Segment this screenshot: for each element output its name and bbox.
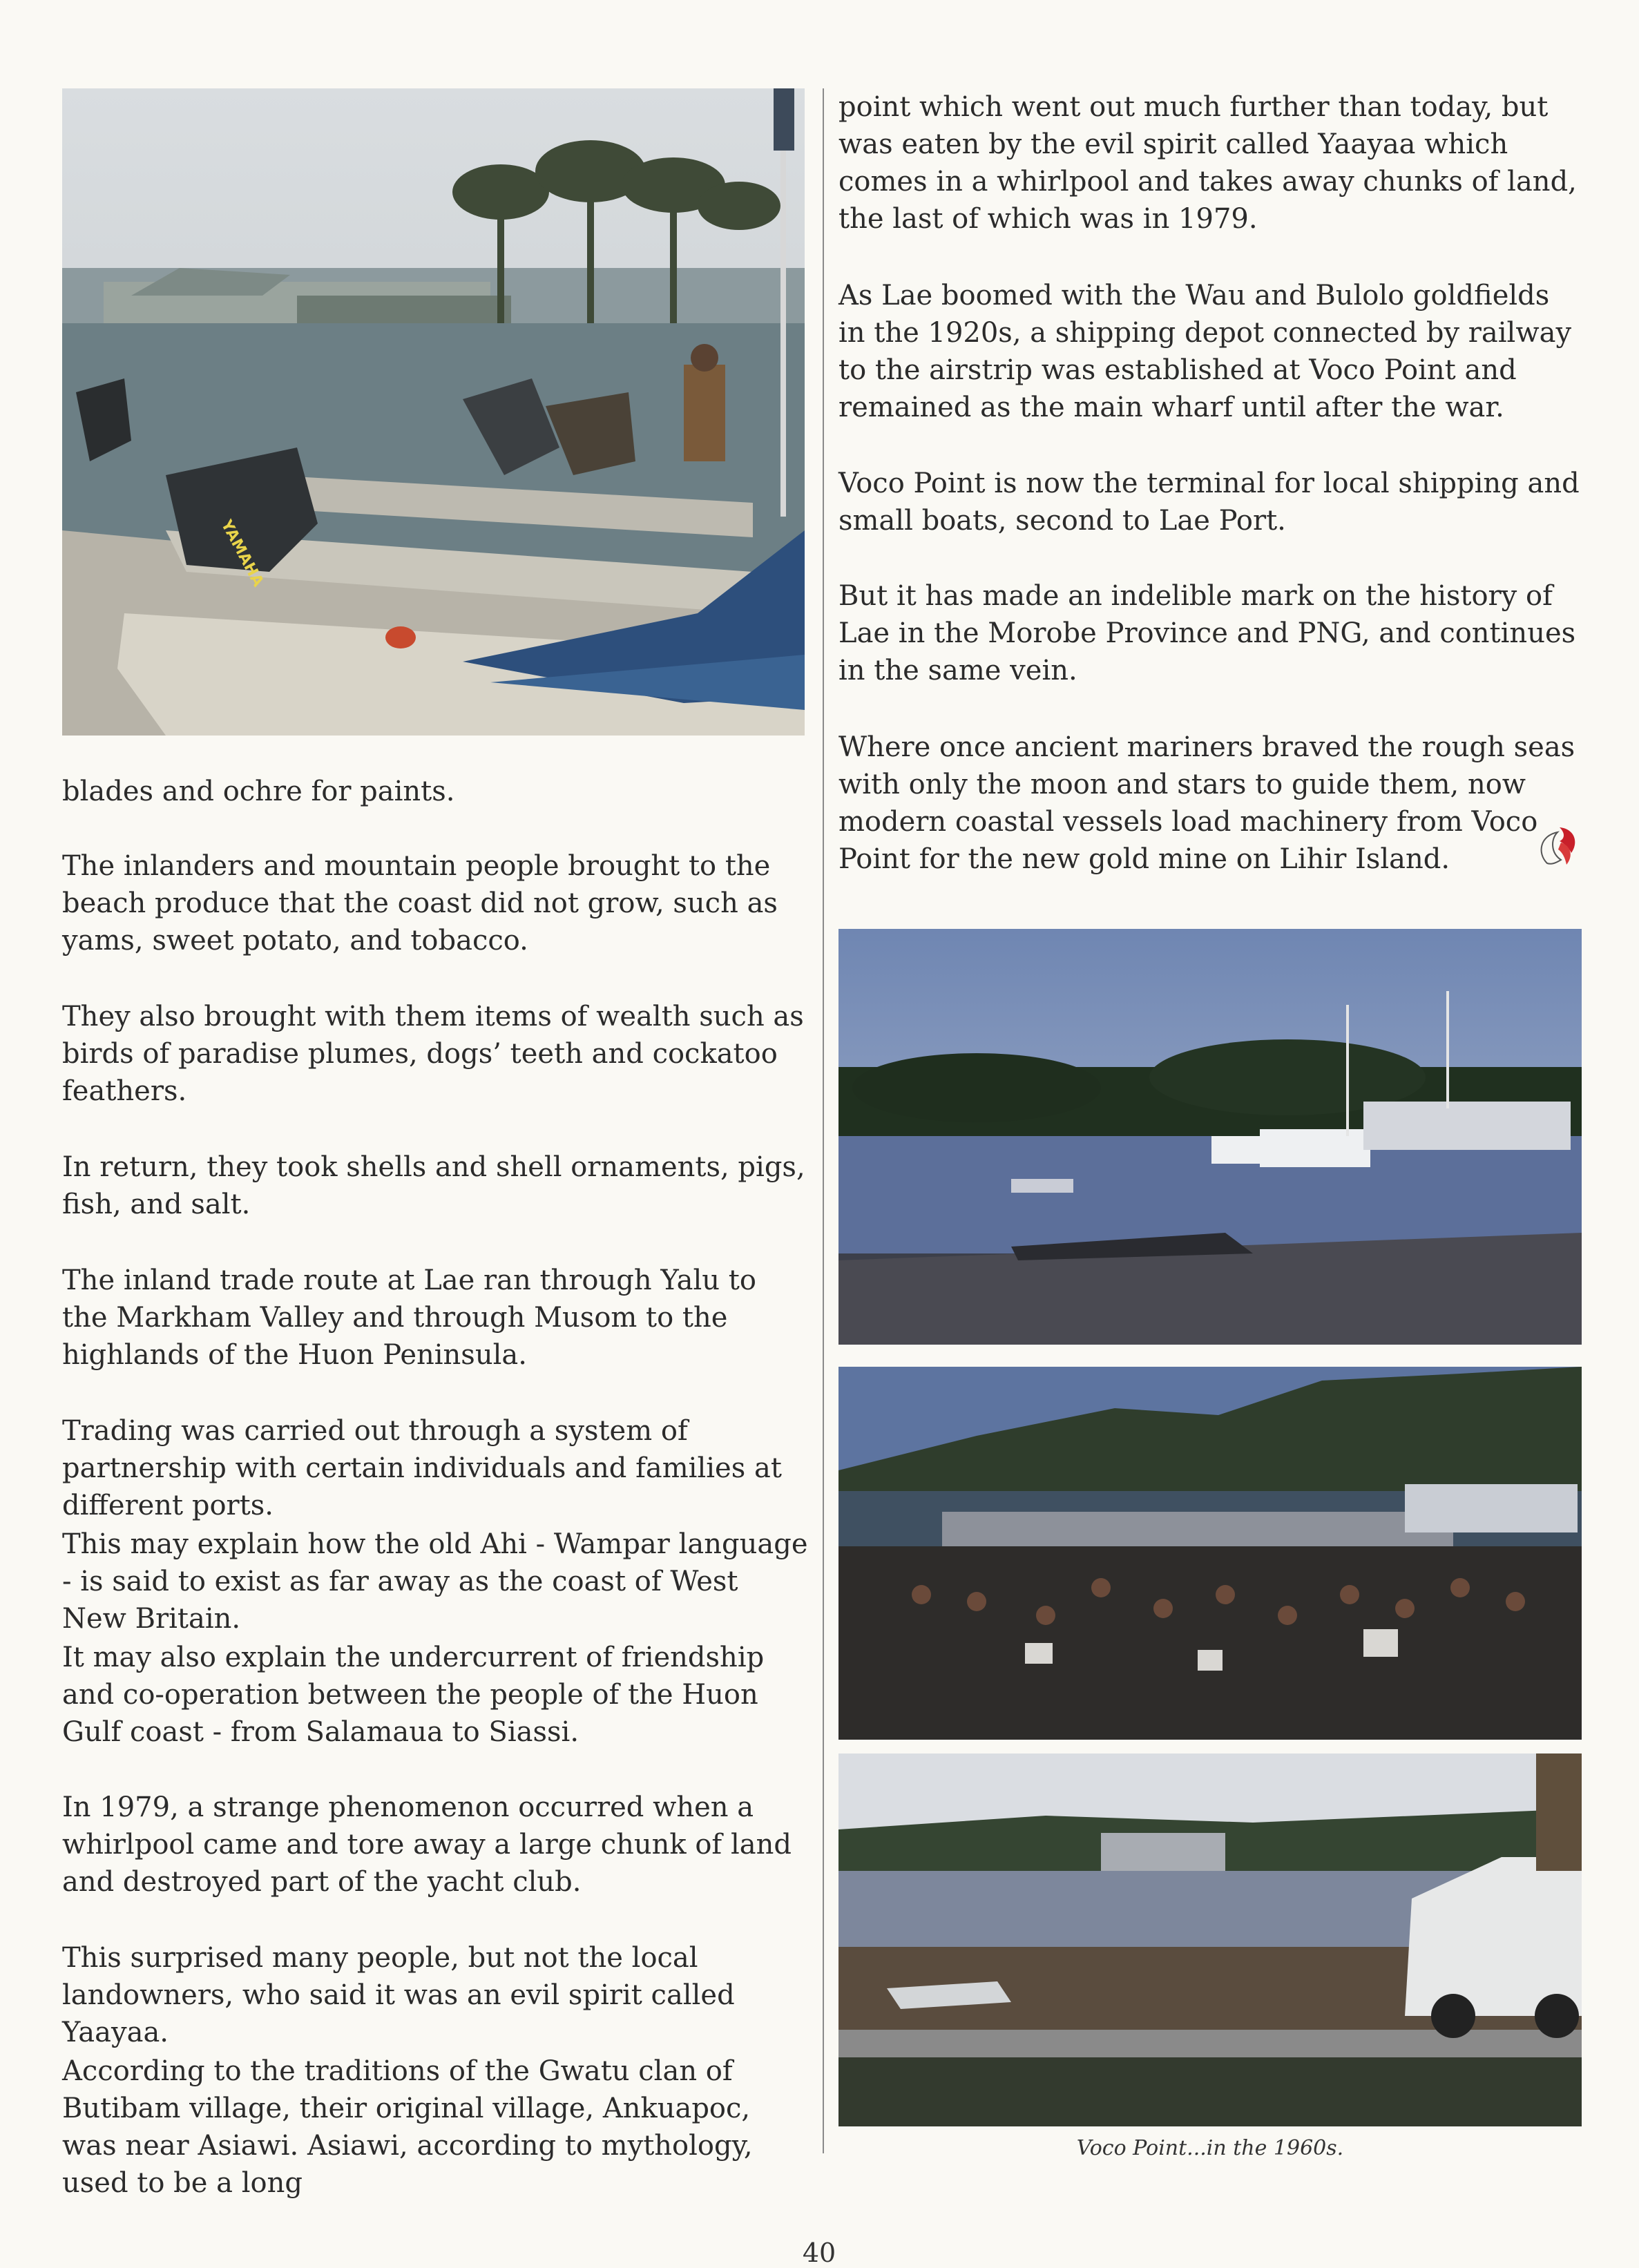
marina-boats-photo: [62, 88, 805, 736]
paragraph: It may also explain the undercurrent of friendship and co-operation between the people of the Huon Gulf coast - from Salamaua to Siassi.: [62, 1642, 765, 1748]
harbour-ships-photo: [838, 929, 1582, 1345]
paragraph: They also brought with them items of wealth such as birds of paradise plumes, dogs’ teeth and cockatoo feathers.: [62, 1001, 804, 1107]
bird-of-paradise-logo-icon: [1533, 822, 1582, 870]
paragraph: Trading was carried out through a system of partnership with certain individuals and families at different ports.: [62, 1415, 782, 1521]
paragraph: According to the traditions of the Gwatu clan of Butibam village, their original village, Ankuapoc, was near Asiawi. Asiawi, according to mythology, used to be a long: [62, 2055, 753, 2199]
beach-crowd-photo: [838, 1367, 1582, 1740]
voco-point-car-photo: [838, 1753, 1582, 2126]
paragraph: In return, they took shells and shell ornaments, pigs, fish, and salt.: [62, 1151, 805, 1220]
paragraph: The inlanders and mountain people brought to the beach produce that the coast did not grow, such as yams, sweet potato, and tobacco.: [62, 850, 778, 957]
paragraph: The inland trade route at Lae ran through Yalu to the Markham Valley and through Musom to the highlands of the Huon Peninsula.: [62, 1265, 756, 1371]
page-number: 40: [802, 2238, 836, 2268]
svg-text:YAMAHA: YAMAHA: [217, 517, 267, 590]
paragraph: blades and ochre for paints.: [62, 776, 455, 807]
paragraph: This surprised many people, but not the local landowners, who said it was an evil spirit called Yaayaa.: [62, 1942, 735, 2048]
paragraph: This may explain how the old Ahi - Wampar language - is said to exist as far away as the coast of West New Britain.: [62, 1528, 808, 1635]
paragraph: But it has made an indelible mark on the history of Lae in the Morobe Province and PNG, and continues in the same vein.: [838, 580, 1576, 686]
column-divider: [823, 88, 824, 2153]
photo-caption: Voco Point...in the 1960s.: [1076, 2136, 1344, 2160]
paragraph: point which went out much further than today, but was eaten by the evil spirit called Yaayaa which comes in a whirlpool and takes away chunks of land, the last of which was in 1979.: [838, 91, 1577, 235]
paragraph: Where once ancient mariners braved the rough seas with only the moon and stars to guide them, now modern coastal vessels load machinery from Voco Point for the new gold mine on Lihir Island.: [838, 731, 1575, 875]
paragraph: In 1979, a strange phenomenon occurred when a whirlpool came and tore away a large chunk of land and destroyed part of the yacht club.: [62, 1791, 792, 1898]
paragraph: Voco Point is now the terminal for local shipping and small boats, second to Lae Port.: [838, 468, 1580, 537]
paragraph: As Lae boomed with the Wau and Bulolo goldfields in the 1920s, a shipping depot connected by railway to the airstrip was established at Voco Point and remained as the main wharf until after the war.: [838, 280, 1572, 423]
